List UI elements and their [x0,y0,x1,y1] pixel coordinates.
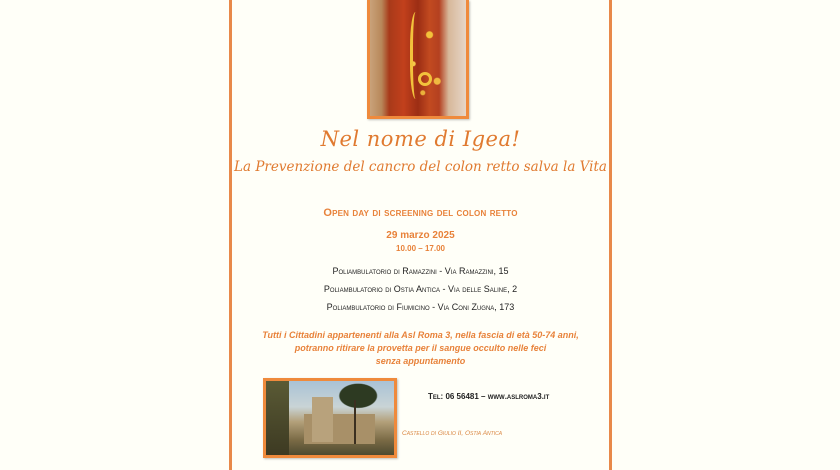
contact-info: Tel: 06 56481 – www.aslroma3.it [428,392,550,401]
castello-painting-image [263,378,397,458]
image-caption: Castello di Giulio II, Ostia Antica [402,430,503,437]
spiral-detail [418,72,432,86]
tower-detail [312,397,332,441]
event-heading: Open day di screening del colon retto [323,207,518,219]
pine-tree-detail [354,400,356,444]
location-ostia-antica: Poliambulatorio di Ostia Antica - Via delle Saline, 2 [323,284,518,294]
poster-title: Nel nome di Igea! [320,127,521,151]
poster-subtitle: La Prevenzione del cancro del colon retto salva la Vita [234,159,607,175]
eligibility-notice [229,329,612,368]
hygieia-painting-image [367,0,469,119]
notice-line-3: senza appuntamento [375,356,466,366]
location-ramazzini: Poliambulatorio di Ramazzini - Via Ramazzini, 15 [332,266,509,276]
trees-detail [266,381,289,455]
notice-line-2: potranno ritirare la provetta per il sangue occulto nelle feci [294,343,547,353]
location-fiumicino: Poliambulatorio di Fiumicino - Via Coni Zugna, 173 [326,302,515,312]
event-date: 29 marzo 2025 [386,230,455,241]
notice-line-1: Tutti i Cittadini appartenenti alla Asl Roma 3, nella fascia di età 50-74 anni, [262,330,579,340]
event-time: 10.00 – 17.00 [396,244,445,253]
